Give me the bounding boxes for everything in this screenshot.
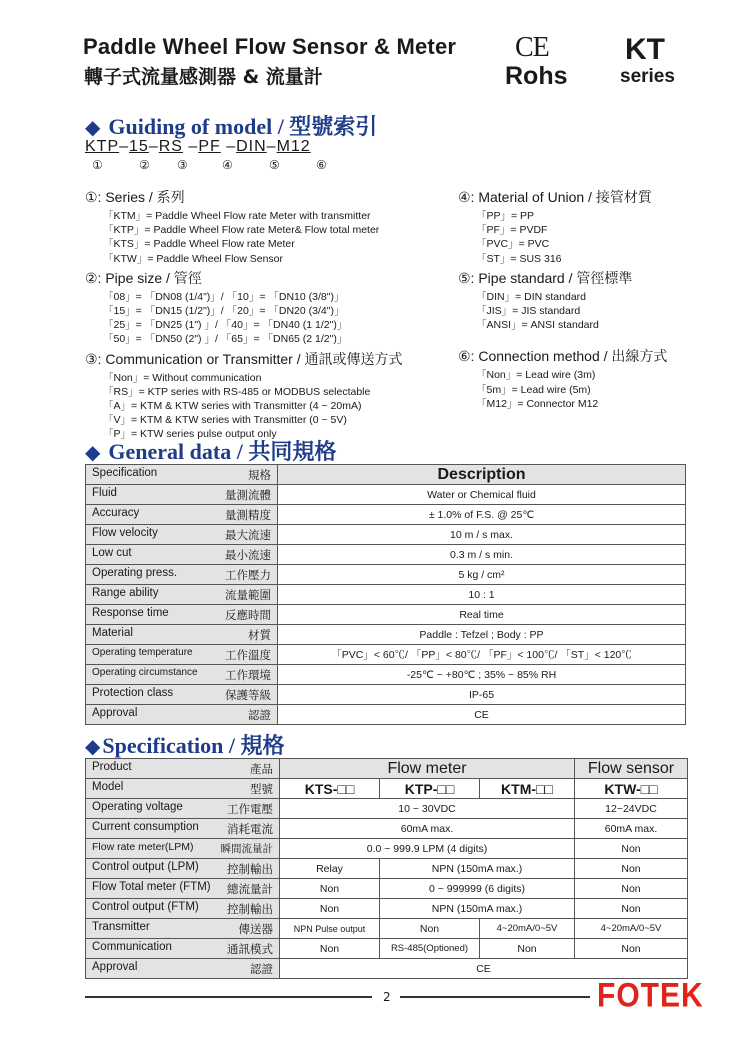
guiding-left-column: [85, 187, 403, 444]
table-header-row: Product 產品 Flow meter Flow sensor: [86, 759, 688, 779]
list-item: 「PP」= PP: [476, 210, 535, 222]
table-row: Model 型號 KTS-□□ KTP-□□ KTM-□□ KTW-□□: [86, 779, 688, 799]
table-row: Operating press. 工作壓力 5 kg / cm²: [86, 565, 686, 585]
ce-mark: CE: [515, 32, 549, 63]
list-item: 「15」= 「DN15 (1/2")」/ 「20」= 「DN20 (3/4")」: [103, 305, 345, 318]
list-item: 「KTM」= Paddle Wheel Flow rate Meter with transmitter: [103, 210, 371, 222]
model-code: KTP–15–RS –PF –DIN–M12: [85, 138, 311, 155]
table-row: Low cut 最小流速 0.3 m / s min.: [86, 545, 686, 565]
list-item: 「KTW」= Paddle Wheel Flow Sensor: [103, 252, 284, 265]
table-row: Operating temperature 工作溫度 「PVC」< 60℃/ 「PP」< 80℃/ 「PF」< 100℃/ 「ST」< 120℃: [86, 645, 686, 665]
table-row: Response time 反應時間 Real time: [86, 605, 686, 625]
list-item: 「PF」= PVDF: [476, 224, 548, 237]
table-row: Flow velocity 最大流速 10 m / s max.: [86, 525, 686, 545]
list-item: 「P」= KTW series pulse output only: [103, 428, 277, 441]
page-subtitle: 轉子式流量感測器 & 流量計: [84, 66, 323, 88]
specification-table: [85, 758, 688, 979]
communication-heading: ③: Communication or Transmitter / 通訊或傳送方式: [85, 350, 403, 367]
series-label: series: [620, 66, 675, 87]
table-row: Transmitter 傳送器 NPN Pulse output Non 4~20mA/0~5V 4~20mA/0~5V: [86, 919, 688, 939]
list-item: 「Non」= Lead wire (3m): [476, 369, 596, 382]
list-item: 「5m」= Lead wire (5m): [476, 383, 591, 396]
general-heading: ◆ General data / 共同規格: [85, 439, 337, 464]
material-heading: ④: Material of Union / 接管材質: [458, 189, 652, 205]
model-ktp: KTP-□□: [380, 779, 480, 799]
list-item: 「ANSI」= ANSI standard: [476, 319, 599, 332]
model-num: ①: [92, 158, 103, 172]
footer-divider: [85, 996, 372, 998]
table-row: Approval 認證 CE: [86, 705, 686, 725]
table-row: Control output (FTM) 控制輸出 Non NPN (150mA max.) Non: [86, 899, 688, 919]
page-number: 2: [383, 990, 391, 1004]
table-header-description: Description: [278, 465, 686, 485]
model-num: ③: [177, 158, 188, 172]
table-header-row: [86, 465, 686, 485]
list-item: 「DIN」= DIN standard: [476, 290, 586, 303]
list-item: 「KTP」= Paddle Wheel Flow rate Meter& Flow total meter: [103, 224, 380, 237]
list-item: 「M12」= Connector M12: [476, 397, 599, 410]
list-item: 「A」= KTM & KTW series with Transmitter (4 ~ 20mA): [103, 400, 362, 413]
diamond-icon: ◆: [85, 117, 101, 139]
list-item: 「08」= 「DN08 (1/4")」/ 「10」= 「DN10 (3/8")」: [103, 290, 345, 303]
diamond-icon: ◆: [85, 442, 101, 464]
series-name: KT: [625, 33, 665, 66]
table-row: Protection class 保護等級 IP-65: [86, 685, 686, 705]
table-row: Communication 通訊模式 Non RS-485(Optioned) Non Non: [86, 939, 688, 959]
list-item: 「V」= KTM & KTW series with Transmitter (0 ~ 5V): [103, 414, 347, 427]
list-item: 「ST」= SUS 316: [476, 252, 562, 265]
diamond-icon: ◆: [85, 736, 101, 758]
model-kts: KTS-□□: [280, 779, 380, 799]
table-row: Current consumption 消耗電流 60mA max. 60mA max.: [86, 819, 688, 839]
table-row: Material 材質 Paddle : Tefzel ; Body : PP: [86, 625, 686, 645]
table-row: Operating circumstance 工作環境 -25℃ ~ +80℃ ; 35% ~ 85% RH: [86, 665, 686, 685]
list-item: 「JIS」= JIS standard: [476, 305, 581, 318]
model-num: ⑤: [269, 158, 280, 172]
specification-heading: ◆Specification / 規格: [85, 733, 285, 758]
series-heading: ①: Series / 系列: [85, 189, 185, 205]
table-row: Flow rate meter(LPM) 瞬間流量計 0.0 ~ 999.9 LPM (4 digits) Non: [86, 839, 688, 859]
model-ktw: KTW-□□: [575, 779, 688, 799]
general-data-table: [85, 464, 686, 725]
table-header-label: Specification 規格: [86, 465, 278, 485]
list-item: 「25」= 「DN25 (1") 」/ 「40」= 「DN40 (1 1/2")」: [103, 319, 348, 332]
model-num: ④: [222, 158, 233, 172]
list-item: 「KTS」= Paddle Wheel Flow rate Meter: [103, 238, 295, 251]
flow-meter-header: Flow meter: [280, 759, 575, 779]
model-num: ②: [139, 158, 150, 172]
list-item: 「PVC」= PVC: [476, 238, 550, 251]
list-item: 「RS」= KTP series with RS-485 or MODBUS selectable: [103, 385, 371, 398]
table-row: Control output (LPM) 控制輸出 Relay NPN (150mA max.) Non: [86, 859, 688, 879]
brand-logo: FOTEK: [597, 976, 704, 1015]
model-ktm: KTM-□□: [480, 779, 575, 799]
table-row: Operating voltage 工作電壓 10 ~ 30VDC 12~24VDC: [86, 799, 688, 819]
page-title: Paddle Wheel Flow Sensor & Meter: [83, 34, 457, 59]
pipe-size-heading: ②: Pipe size / 管徑: [85, 269, 202, 286]
flow-sensor-header: Flow sensor: [575, 759, 688, 779]
table-row: Range ability 流量範圍 10 : 1: [86, 585, 686, 605]
footer-divider: [400, 996, 590, 998]
table-row: Flow Total meter (FTM) 總流量計 Non 0 ~ 999999 (6 digits) Non: [86, 879, 688, 899]
connection-heading: ⑥: Connection method / 出線方式: [458, 348, 668, 365]
rohs-mark: Rohs: [505, 62, 568, 90]
list-item: 「Non」= Without communication: [103, 371, 262, 384]
list-item: 「50」= 「DN50 (2") 」/ 「65」= 「DN65 (2 1/2")」: [103, 333, 348, 346]
guiding-right-column: [458, 187, 667, 413]
table-row: Fluid 量測流體 Water or Chemical fluid: [86, 485, 686, 505]
pipe-standard-heading: ⑤: Pipe standard / 管徑標準: [458, 269, 633, 286]
model-num: ⑥: [316, 158, 327, 172]
table-row: Accuracy 量測精度 ± 1.0% of F.S. @ 25℃: [86, 505, 686, 525]
guiding-heading: ◆ Guiding of model / 型號索引: [85, 114, 378, 139]
table-row: Approval 認證 CE: [86, 959, 688, 979]
